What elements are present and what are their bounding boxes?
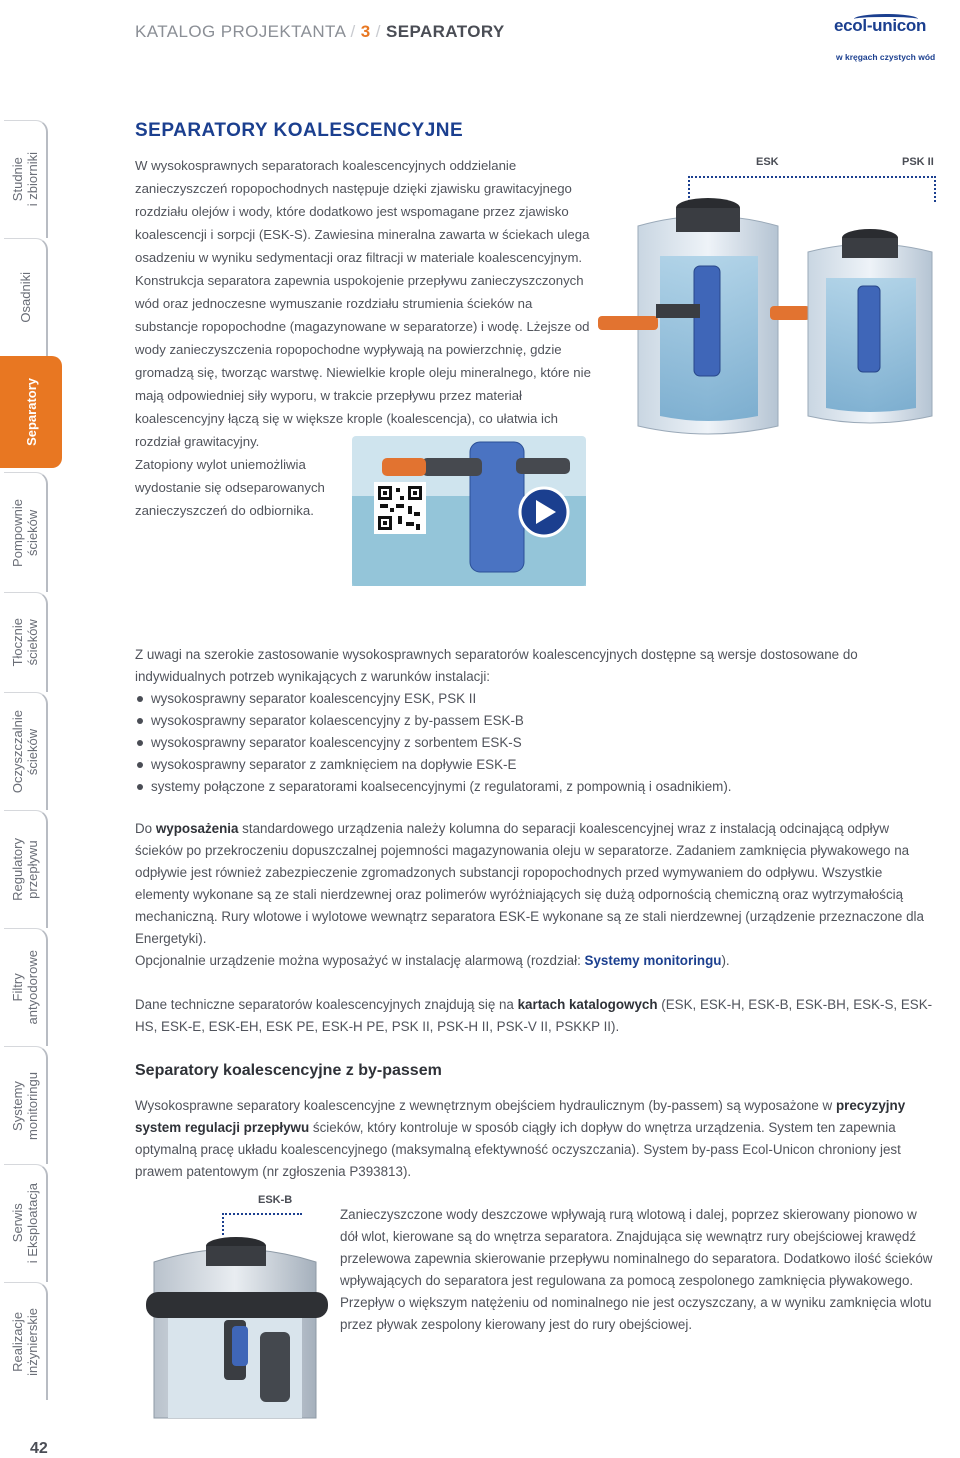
tab-serwis[interactable]: Serwis i Eksploatacja <box>4 1164 48 1282</box>
tab-pompownie[interactable]: Pompownie ścieków <box>4 472 48 592</box>
dotted-leader <box>222 1213 302 1215</box>
brand-logo <box>834 16 938 62</box>
list-item: systemy połączone z separatorami koalsecencyjnymi (z regulatorami, z pompownią i osadnikiem). <box>135 776 937 798</box>
bypass-description: Zanieczyszczone wody deszczowe wpływają rurą wlotową i dalej, poprzez skierowany pionowo w dół wlot, kierowane są do wnętrza separatora. Znajdująca się wewnątrz rury obejściowej krawędź przelewowa zapewnia skierowanie przepływu nominalnego do separatora. Dodatkowo ilość ścieków wpływających do separatora jest regulowana za pomocą zespolonego zamknięcia pływakowego. Przepływ o większym natężeniu od nominalnego nie jest oczyszczany, a w wyniku zamknięcia wlotu przez pływak zespolony kierowany jest do rury obejściowej. <box>340 1207 933 1332</box>
section-name: SEPARATORY <box>386 22 505 41</box>
intro-paragraph: W wysokosprawnych separatorach koalescencyjnych oddzielanie zanieczyszczeń ropopochodnych następuje dzięki zjawisku grawitacyjnego rozdziału olejów i wody, które dodatkowo jest wspomagane przez zjawisko koalescencji i sorpcji (ESK-S). Zawiesina mineralna zawarta w ściekach ulega osadzeniu w wyniku sedymentacji oraz filtracji w materiale koalescencyjnym. Konstrukcja separatora zapewnia uspokojenie przepływu zanieczyszczonych wód oraz jednoczesne wymuszanie rozdziału strumienia ścieków na substancje ropopochodne (magazynowane w separatorze) i wodę. Lżejsze od wody zanieczyszczenia ropopochodne wypływają na powierzchnię, gdzie gromadzą się, tworząc warstwę. Niewielkie krople oleju mineralnego, które nie mają odpowiedniej siły wyporu, w trakcie przepływu przez materiał koalescencyjny łączą się w większe krople (koalescencja), co ułatwia ich rozdział grawitacyjny. Zatopiony wylot uniemożliwia wydostanie się odseparowanych zanieczyszczeń do odbiornika. <box>135 154 595 522</box>
page-title: SEPARATORY KOALESCENCYJNE <box>135 120 464 141</box>
intro-tail: Zatopiony wylot uniemożliwia wydostanie się odseparowanych zanieczyszczeń do odbiornika. <box>135 457 325 518</box>
label-esk-b: ESK-B <box>258 1194 293 1206</box>
tab-systemy[interactable]: Systemy monitoringu <box>4 1046 48 1164</box>
separator-tanks-image <box>598 186 938 440</box>
tab-separatory[interactable]: Separatory <box>0 356 62 468</box>
catalog-title: KATALOG PROJEKTANTA <box>135 22 346 41</box>
versions-list <box>135 688 937 798</box>
header-separator: / <box>350 22 356 41</box>
esk-b-separator-image <box>140 1222 328 1422</box>
tab-studnie[interactable]: Studnie i zbiorniki <box>4 120 48 238</box>
header-separator: / <box>375 22 381 41</box>
chapter-number: 3 <box>360 22 371 41</box>
qr-code-icon <box>374 482 426 534</box>
equipment-paragraph: Do wyposażenia standardowego urządzenia należy kolumna do separacji koalescencyjnej wraz z instalacją odcinającą odpływ ścieków po przekroczeniu dopuszczalnej pojemności magazynowania oleju w separatorze. Zadaniem zamknięcia pływakowego na odpływie jest również zabezpieczenie zgromadzonych substancji ropopochodnych przed wymywaniem do odpływu. Wszystkie elementy wykonane są ze stali nierdzewnej oraz polimerów wyróżniających się dużą odpornością chemiczną oraz wytrzymałością mechaniczną. Rury wlotowe i wylotowe wewnątrz separatora ESK-E wykonane są ze stali nierdzewnej (urządzenie przeznaczone dla Energetyki). Opcjonalnie urządzenie można wyposażyć w instalację alarmową (rozdział: Systemy monitoringu). <box>135 821 924 968</box>
bypass-paragraph: Wysokosprawne separatory koalescencyjne z wewnętrznym obejściem hydraulicznym (by-passem) są wyposażone w precyzyjny system regulacji przepływu ścieków, który kontroluje w sposób ciągły ich dopływ do wnętrza urządzenia. System ten zapewnia optymalną pracę układu koalescencyjnego (maksymalną efektywność oczyszczania). System by-pass Ecol-Unicon chroniony jest prawem patentowym (nr zgłoszenia P393813). <box>135 1098 906 1179</box>
list-item: wysokosprawny separator z zamknięciem na dopływie ESK-E <box>135 754 937 776</box>
datasheets-paragraph: Dane techniczne separatorów koalescencyjnych znajdują się na kartach katalogowych (ESK, ESK-H, ESK-B, ESK-BH, ESK-S, ESK-HS, ESK-E, ESK-EH, ESK PE, ESK-H PE, PSK II, PSK-H II, PSK-V II, PSKKP II). <box>135 997 933 1034</box>
video-thumbnail[interactable] <box>352 436 586 586</box>
list-item: wysokosprawny separator koalescencyjny ESK, PSK II <box>135 688 937 710</box>
tab-filtry[interactable]: Filtry antyodorowe <box>4 928 48 1046</box>
datasheets-keyword: kartach katalogowych <box>517 997 658 1012</box>
bypass-keyword: precyzyjny system regulacji przepływu <box>135 1098 906 1135</box>
logo-tagline: w kręgach czystych wód <box>836 52 936 62</box>
tab-tlocznie[interactable]: Tłocznie ścieków <box>4 592 48 692</box>
versions-intro: Z uwagi na szerokie zastosowanie wysokosprawnych separatorów koalescencyjnych dostępne są wersje dostosowane do indywidualnych potrzeb wynikających z warunków instalacji: <box>135 647 858 684</box>
label-esk: ESK <box>756 156 779 168</box>
label-psk-ii: PSK II <box>902 156 934 168</box>
dotted-leader <box>688 176 936 178</box>
tab-oczyszczalnie[interactable]: Oczyszczalnie ścieków <box>4 692 48 810</box>
tab-realizacje[interactable]: Realizacje inżynierskie <box>4 1282 48 1400</box>
catalog-header <box>135 22 505 42</box>
logo-wordmark: ecol-unicon <box>834 16 927 35</box>
tab-osadniki[interactable]: Osadniki <box>4 238 48 356</box>
monitoring-link[interactable]: Systemy monitoringu <box>584 953 722 968</box>
list-item: wysokosprawny separator koalescencyjny z sorbentem ESK-S <box>135 732 937 754</box>
page-number: 42 <box>30 1440 48 1457</box>
equipment-keyword: wyposażenia <box>155 821 239 836</box>
list-item: wysokosprawny separator kolaescencyjny z by-passem ESK-B <box>135 710 937 732</box>
bypass-section-title: Separatory koalescencyjne z by-passem <box>135 1062 442 1079</box>
tab-regulatory[interactable]: Regulatory przepływu <box>4 810 48 928</box>
